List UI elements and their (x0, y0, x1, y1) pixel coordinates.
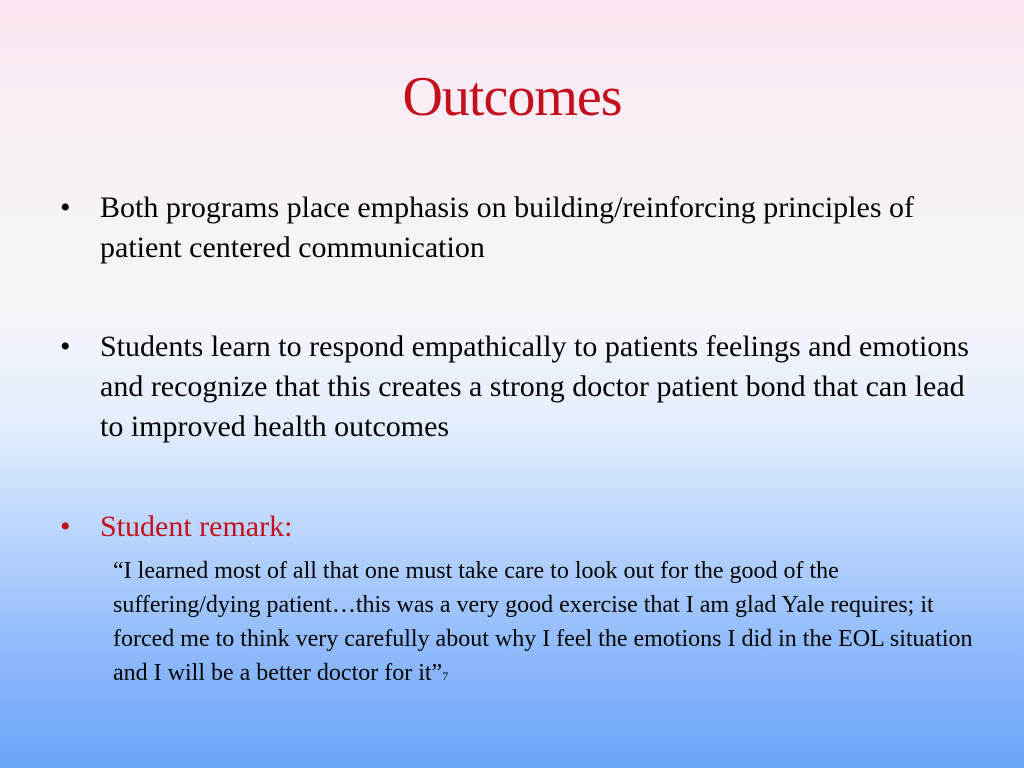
student-quote (113, 554, 973, 693)
bullet-text: Both programs place emphasis on building/reinforcing principles of patient centered communication (100, 191, 914, 264)
slide-title: Outcomes (402, 66, 622, 128)
bullet-text: Students learn to respond empathically to patients feelings and emotions and recognize that this creates a strong doctor patient bond that can lead to improved health outcomes (100, 330, 969, 443)
bullet-marker: • (60, 510, 71, 543)
reference-number: 7 (442, 669, 449, 683)
bullet-marker: • (60, 191, 71, 224)
quote-text: “I learned most of all that one must take care to look out for the good of the suffering/dying patient…this was a very good exercise that I am glad Yale requires; it forced me to think very carefully about why I feel the emotions I did in the EOL situation and I will be a better doctor for it” (113, 558, 973, 686)
bullet-marker: • (60, 330, 71, 363)
bullet-text: Student remark: (100, 510, 293, 543)
